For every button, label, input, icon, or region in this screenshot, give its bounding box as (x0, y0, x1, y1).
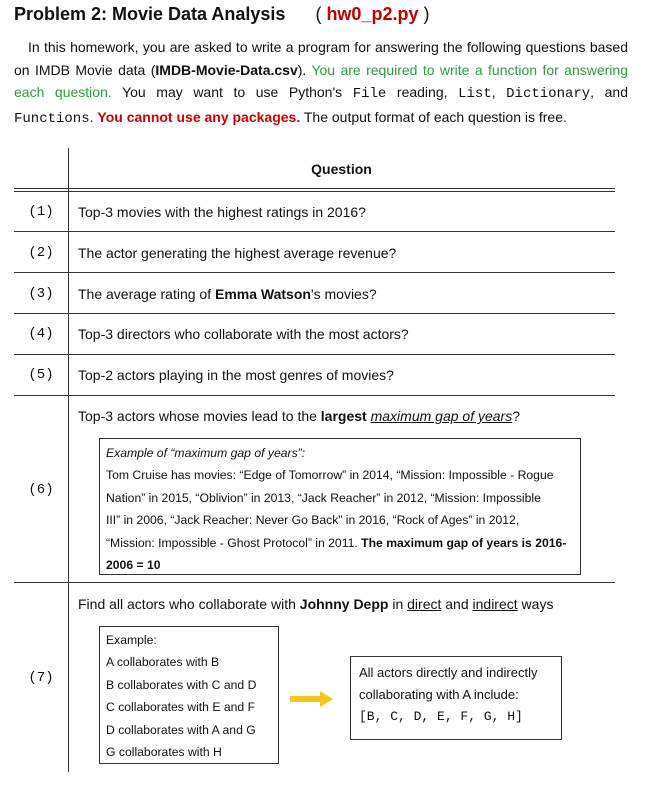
no-packages-warning: You cannot use any packages. (97, 108, 301, 125)
example-conclusion: 2006 = 10 (106, 558, 161, 573)
example-line: D collaborates with A and G (106, 722, 256, 737)
actor-name: Johnny Depp (299, 596, 389, 612)
keyword-dictionary: Dictionary (506, 86, 591, 102)
row-number: (3) (28, 286, 54, 302)
question-text: Find all actors who collaborate with (78, 596, 300, 612)
page-title (14, 4, 429, 25)
question-6 (78, 408, 520, 424)
table-header-question: Question (311, 161, 372, 177)
example-box-max-gap (99, 438, 581, 575)
example-text: “Mission: Impossible - Ghost Protocol” in 2011. (106, 535, 362, 550)
close-paren: ) (418, 4, 430, 24)
emphasis-direct: direct (407, 596, 442, 612)
question-text: ? (512, 408, 521, 424)
table-row-divider (14, 272, 615, 273)
question-text: in (388, 596, 408, 612)
question-3 (78, 286, 377, 302)
result-text: All actors directly and indirectly (359, 665, 538, 680)
intro-text: reading, (386, 84, 459, 100)
intro-text: , (491, 84, 507, 100)
open-paren: ( (315, 4, 327, 24)
intro-paragraph (14, 36, 628, 130)
example-line: C collaborates with E and F (106, 700, 256, 715)
question-7 (78, 596, 553, 612)
row-number: (6) (28, 482, 54, 498)
example-heading: Example: (106, 633, 157, 647)
table-row-divider (14, 231, 615, 232)
example-heading: Example of “maximum gap of years”: (106, 446, 306, 460)
example-line: B collaborates with C and D (106, 677, 257, 692)
emphasis-largest: largest (320, 408, 367, 424)
intro-text: In this homework, you are asked to write a program for answering the following questions based on IMDB Movie data ( (14, 39, 628, 78)
question-text: and (441, 596, 473, 612)
question-1: Top-3 movies with the highest ratings in 2016? (78, 204, 366, 220)
question-text: 's movies? (310, 286, 377, 302)
question-text: ways (517, 596, 554, 612)
question-5: Top-2 actors playing in the most genres of movies? (78, 367, 394, 383)
right-arrow-icon (290, 690, 334, 708)
keyword-list: List (458, 86, 492, 102)
example-line: Nation” in 2015, “Oblivion” in 2013, “Jack Reacher” in 2012, “Mission: Impossible (106, 490, 541, 505)
question-2: The actor generating the highest average revenue? (78, 245, 397, 261)
requirement-note: You are required to write a function for answering each question. (14, 61, 628, 100)
row-number: (2) (28, 245, 54, 261)
table-header-rule (14, 191, 615, 192)
keyword-file: File (352, 86, 387, 102)
example-conclusion: The maximum gap of years is 2016- (361, 535, 567, 550)
intro-text: You may want to use Python's (111, 84, 353, 100)
table-row-divider (14, 395, 615, 396)
example-box-collaboration (99, 626, 279, 764)
keyword-functions: Functions (14, 110, 90, 127)
question-text: The average rating of (78, 286, 215, 302)
intro-text: , and (590, 84, 628, 100)
filename: hw0_p2.py (326, 4, 419, 24)
dataset-name: IMDB-Movie-Data.csv (155, 61, 298, 78)
example-line: III” in 2006, “Jack Reacher: Never Go Back” in 2016, “Rock of Ages” in 2012, (106, 513, 520, 528)
intro-text: ). (297, 61, 312, 78)
table-row-divider (14, 354, 615, 355)
result-box (350, 656, 562, 740)
row-number: (7) (28, 670, 54, 686)
row-number: (4) (28, 326, 54, 342)
example-line: Tom Cruise has movies: “Edge of Tomorrow” in 2014, “Mission: Impossible - Rogue (106, 468, 554, 483)
problem-title: Problem 2: Movie Data Analysis (14, 4, 286, 24)
question-4: Top-3 directors who collaborate with the most actors? (78, 326, 409, 342)
example-line: G collaborates with H (106, 745, 222, 760)
emphasis-max-gap: maximum gap of years (370, 408, 513, 424)
emphasis-indirect: indirect (472, 596, 518, 612)
table-column-divider (68, 148, 69, 772)
table-header-rule (14, 188, 615, 189)
example-line: A collaborates with B (106, 655, 220, 670)
intro-text: . (89, 108, 98, 125)
result-list: [B, C, D, E, F, G, H] (359, 709, 523, 724)
result-text: collaborating with A include: (359, 687, 519, 702)
row-number: (5) (28, 367, 54, 383)
row-number: (1) (28, 204, 54, 220)
table-row-divider (14, 313, 615, 314)
actor-name: Emma Watson (214, 286, 311, 302)
example-line (106, 532, 574, 554)
question-text: Top-3 actors whose movies lead to the (78, 408, 321, 424)
intro-text: The output format of each question is free. (300, 108, 567, 125)
table-row-divider (14, 582, 615, 583)
